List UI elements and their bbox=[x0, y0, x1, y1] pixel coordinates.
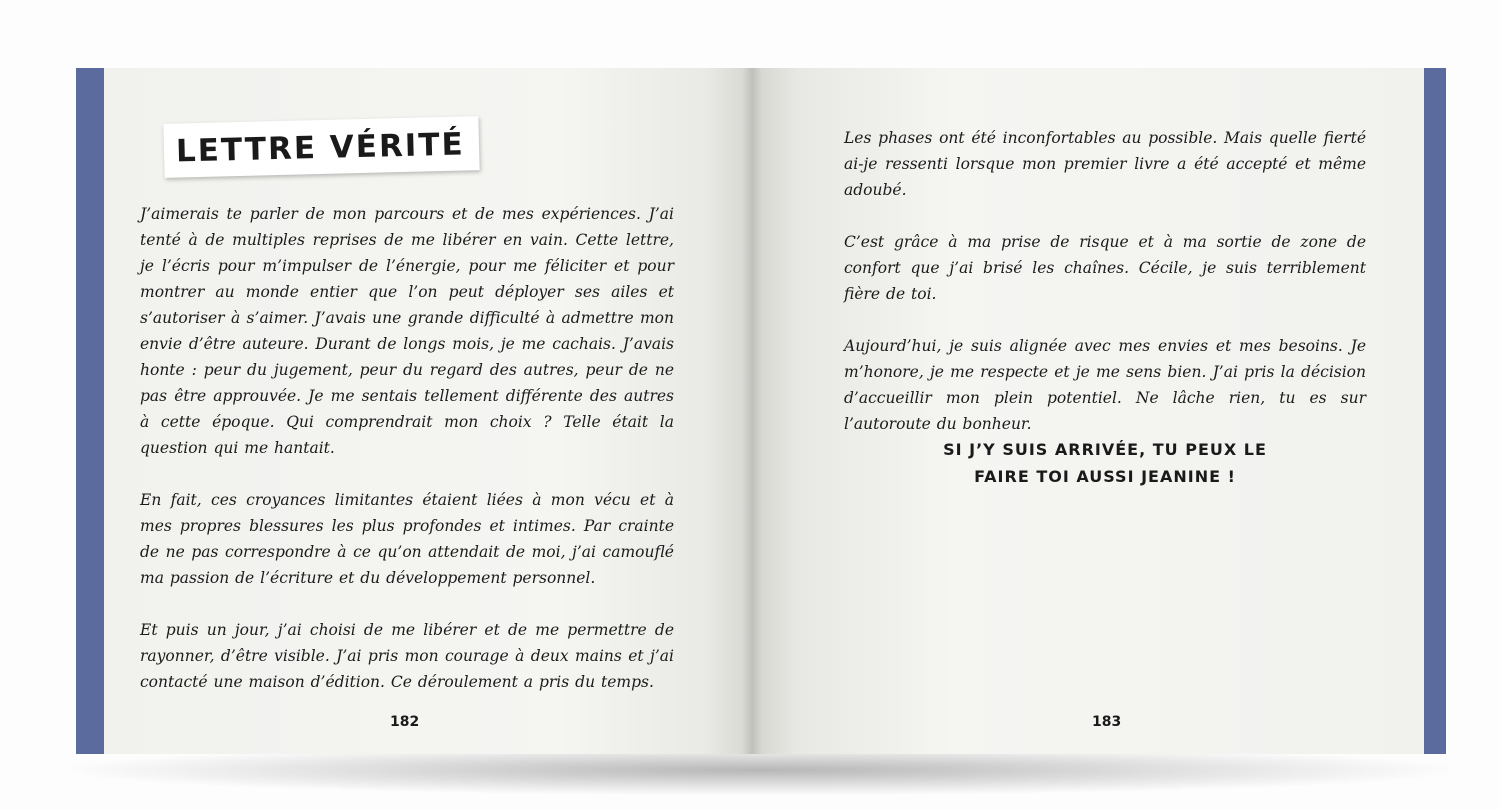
left-page bbox=[76, 68, 752, 754]
page-title: LETTRE VÉRITÉ bbox=[163, 116, 479, 178]
page-number-right: 183 bbox=[1092, 714, 1122, 730]
open-book bbox=[76, 68, 1446, 754]
paragraph: C’est grâce à ma prise de risque et à ma sortie de zone de confort que j’ai brisé les chaînes. Cécile, je suis terriblement fière de toi. bbox=[844, 233, 1366, 303]
paragraph: J’aimerais te parler de mon parcours et de mes expériences. J’ai tenté à de multiples reprises de me libérer en vain. Cette lettre, je l’écris pour m’impulser de l’énergie, pour me féliciter et pour montrer au monde entier que l’on peut déployer ses ailes et s’autoriser à s’aimer. J’avais une grande difficulté à admettre mon envie d’être auteure. Durant de longs mois, je me cachais. J’avais honte : peur du jugement, peur du regard des autres, peur de ne pas être approuvée. Je me sentais tellement différente des autres à cette époque. Qui comprendrait mon choix ? Telle était la question qui me hantait. bbox=[140, 205, 674, 457]
left-page-text bbox=[140, 201, 674, 721]
closing-line: FAIRE TOI AUSSI JEANINE ! bbox=[974, 467, 1236, 486]
right-page bbox=[752, 68, 1446, 754]
paragraph: Et puis un jour, j’ai choisi de me libérer et de me permettre de rayonner, d’être visible. J’ai pris mon courage à deux mains et j’ai contacté une maison d’édition. Ce déroulement a pris du temps. bbox=[140, 621, 674, 691]
paragraph: Aujourd’hui, je suis alignée avec mes envies et mes besoins. Je m’honore, je me respecte et je me sens bien. J’ai pris la décision d’accueillir mon plein potentiel. Ne lâche rien, tu es sur l’autoroute du bonheur. bbox=[844, 337, 1366, 433]
closing-line: SI J’Y SUIS ARRIVÉE, TU PEUX LE bbox=[943, 440, 1267, 459]
book-gutter bbox=[742, 68, 762, 754]
right-page-text bbox=[844, 125, 1366, 463]
closing-message bbox=[844, 436, 1366, 490]
paragraph: Les phases ont été inconfortables au possible. Mais quelle fierté ai-je ressenti lorsque mon premier livre a été accepté et même adoubé. bbox=[844, 129, 1366, 199]
page-number-left: 182 bbox=[390, 714, 420, 730]
paragraph: En fait, ces croyances limitantes étaient liées à mon vécu et à mes propres blessures les plus profondes et intimes. Par crainte de ne pas correspondre à ce qu’on attendait de moi, j’ai camouflé ma passion de l’écriture et du développement personnel. bbox=[140, 491, 674, 587]
